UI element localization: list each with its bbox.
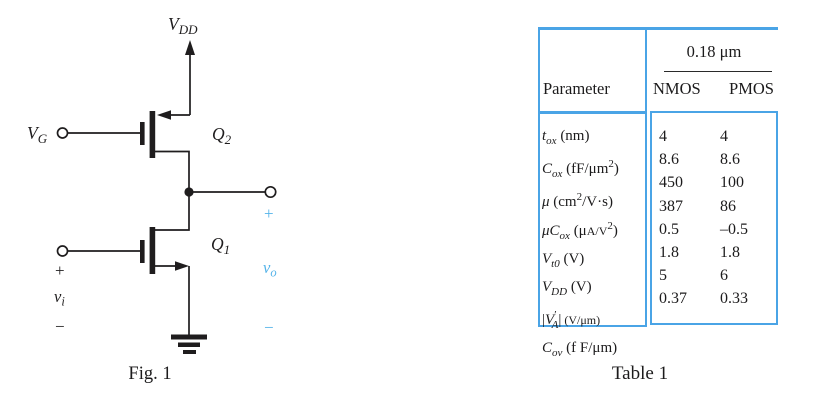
pmos-value: 0.33 (720, 290, 748, 308)
q1-label: $Q_1$ (211, 234, 231, 257)
pmos-value: 8.6 (720, 151, 740, 169)
pmos-value: 100 (720, 174, 744, 192)
wire-q2-drain (155, 152, 189, 193)
q2-label: $Q_2$ (212, 124, 232, 147)
nmos-value: 1.8 (659, 244, 679, 262)
q1-channel-bar (150, 227, 156, 274)
param-col (542, 125, 619, 366)
output-node-dot (184, 187, 193, 196)
param-label: $C_{ov}$ (f F/μm) (542, 340, 618, 360)
process-header: 0.18 μm (686, 42, 742, 61)
q2-gate-bar (140, 122, 145, 145)
nmos-value: 4 (659, 128, 667, 145)
pmos-value: 6 (720, 267, 728, 285)
vi-label: $v_i$ (54, 287, 65, 309)
vdd-arrowhead (185, 40, 195, 55)
table-caption: Table 1 (611, 363, 669, 384)
col-headers (653, 79, 774, 99)
wire-q1-drain (155, 192, 189, 230)
input-terminal (58, 246, 68, 256)
input-plus-sign: + (55, 261, 65, 280)
nmos-value: 0.37 (659, 290, 687, 308)
circuit-schematic (0, 0, 340, 410)
param-label: μ $(cm^2/V\cdot s)$ (542, 191, 613, 211)
nmos-value: 450 (659, 174, 683, 192)
param-label: $C_{ox}$ $(fF/\mu m^2)$ (542, 158, 619, 181)
param-label: $\mu C_{ox}$ $(\mu A/V^2)$ (542, 219, 618, 242)
param-label: $t_{ox}$ (nm) (542, 128, 590, 147)
vg-label: $V_G$ (27, 123, 48, 146)
ground-bar-1 (171, 335, 207, 340)
nmos-value: 8.6 (659, 151, 679, 169)
wires (68, 53, 265, 335)
nmos-value: 0.5 (659, 220, 679, 238)
nmos-value: 5 (659, 267, 667, 285)
table-header-divider (538, 111, 647, 114)
pmos-value: 1.8 (720, 244, 740, 262)
process-underline (664, 71, 772, 72)
vdd-label: $V_{DD}$ (168, 14, 198, 37)
pmos-value: 4 (720, 128, 728, 145)
q2-source-arrowhead (157, 110, 171, 119)
pmos-col (720, 125, 748, 311)
vo-label: $v_o$ (263, 258, 277, 280)
output-minus-sign: − (264, 318, 274, 337)
input-minus-sign: − (55, 317, 65, 336)
output-plus-sign: + (264, 204, 274, 223)
param-header: Parameter (543, 79, 610, 98)
q1-source-arrowhead (175, 261, 189, 270)
vg-terminal (58, 128, 68, 138)
ground-bar-3 (183, 350, 196, 354)
ground-bar-2 (178, 343, 200, 348)
q2-channel-bar (150, 111, 156, 158)
output-terminal (265, 187, 275, 197)
param-label: $|V'_A|$ (V/μm) (542, 309, 601, 332)
figure-caption: Fig. 1 (128, 364, 172, 384)
nmos-col (659, 125, 687, 311)
col-header-nmos: NMOS (653, 79, 701, 98)
nmos-value: 387 (659, 197, 683, 215)
q1-gate-bar (140, 240, 145, 263)
param-label: $V_{DD}$ (V) (542, 279, 592, 299)
pmos-value: –0.5 (720, 220, 748, 238)
param-label: $V_{t0}$ (V) (542, 250, 585, 270)
col-header-pmos: PMOS (729, 79, 774, 98)
pmos-value: 86 (720, 197, 736, 215)
